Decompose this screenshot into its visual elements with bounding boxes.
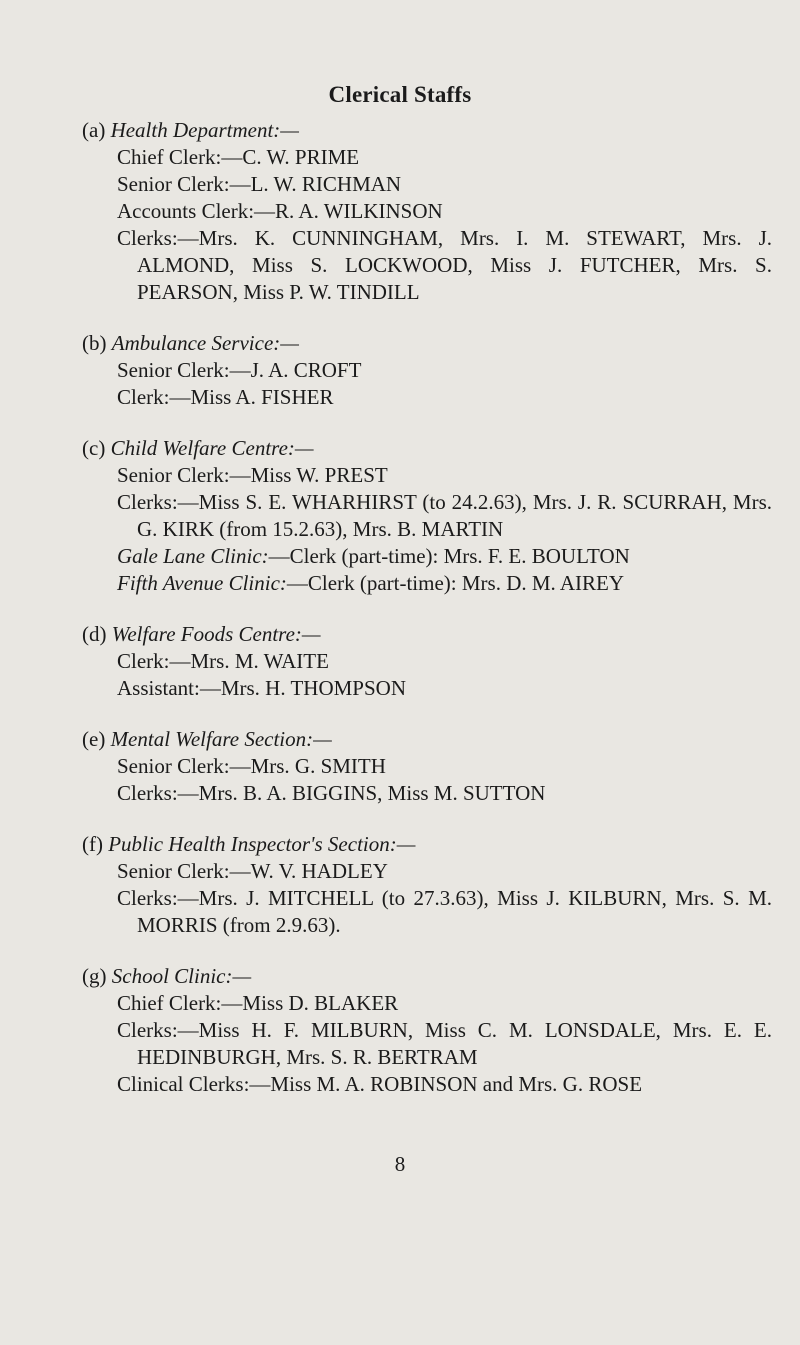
section-label: (c) (82, 436, 106, 460)
section-label: (g) (82, 964, 107, 988)
section-label: (d) (82, 622, 107, 646)
page-title: Clerical Staffs (328, 82, 472, 107)
staff-entry: Chief Clerk:—C. W. PRIME (117, 145, 360, 169)
staff-entry: Senior Clerk:—W. V. HADLEY (117, 859, 388, 883)
section-label: (f) (82, 832, 103, 856)
staff-entry: Accounts Clerk:—R. A. WILKINSON (117, 199, 443, 223)
section-heading (82, 117, 772, 144)
staff-entry: Clerk:—Miss A. FISHER (117, 385, 334, 409)
section-heading (82, 831, 772, 858)
clinic-entry (117, 570, 772, 597)
section-label: (a) (82, 118, 106, 142)
section-health-department (82, 117, 772, 306)
section-title: Child Welfare Centre:— (110, 436, 314, 460)
section-ambulance-service (82, 330, 772, 411)
section-heading (82, 330, 772, 357)
section-public-health-inspector (82, 831, 772, 939)
section-heading (82, 621, 772, 648)
staff-entry: Clerks:—Mrs. B. A. BIGGINS, Miss M. SUTTON (117, 781, 546, 805)
section-title: Welfare Foods Centre:— (111, 622, 321, 646)
section-label: (b) (82, 331, 107, 355)
section-label: (e) (82, 727, 106, 751)
section-heading (82, 435, 772, 462)
staff-entry: Clerk:—Mrs. M. WAITE (117, 649, 329, 673)
staff-entry: Senior Clerk:—Mrs. G. SMITH (117, 754, 386, 778)
section-mental-welfare (82, 726, 772, 807)
section-heading (82, 963, 772, 990)
clinic-staff: —Clerk (part-time): Mrs. F. E. BOULTON (268, 544, 630, 568)
clinic-name: Gale Lane Clinic: (117, 544, 269, 568)
clinic-staff: —Clerk (part-time): Mrs. D. M. AIREY (286, 571, 625, 595)
section-heading (82, 726, 772, 753)
staff-entry: Senior Clerk:—L. W. RICHMAN (117, 172, 402, 196)
section-title: Mental Welfare Section:— (110, 727, 332, 751)
section-title: Health Department:— (110, 118, 299, 142)
section-title: Ambulance Service:— (111, 331, 299, 355)
staff-entry: Clinical Clerks:—Miss M. A. ROBINSON and Mrs. G. ROSE (117, 1072, 643, 1096)
staff-entry: Chief Clerk:—Miss D. BLAKER (117, 991, 399, 1015)
page-number: 8 (394, 1152, 406, 1176)
clinic-name: Fifth Avenue Clinic: (117, 571, 287, 595)
document-body (82, 117, 772, 1122)
staff-entry: Senior Clerk:—Miss W. PREST (117, 463, 388, 487)
section-title: Public Health Inspector's Section:— (108, 832, 416, 856)
staff-entry: Clerks:—Miss S. E. WHARHIRST (to 24.2.63), Mrs. J. R. SCURRAH, Mrs. G. KIRK (from 15.2.63), Mrs. B. MARTIN (117, 490, 772, 541)
staff-entry: Clerks:—Miss H. F. MILBURN, Miss C. M. LONSDALE, Mrs. E. E. HEDINBURGH, Mrs. S. R. BERTRAM (117, 1018, 772, 1069)
section-child-welfare-centre (82, 435, 772, 597)
staff-entry: Assistant:—Mrs. H. THOMPSON (117, 676, 406, 700)
section-school-clinic (82, 963, 772, 1098)
clinic-entry (117, 543, 772, 570)
staff-entry: Clerks:—Mrs. K. CUNNINGHAM, Mrs. I. M. STEWART, Mrs. J. ALMOND, Miss S. LOCKWOOD, Miss J. FUTCHER, Mrs. S. PEARSON, Miss P. W. TINDILL (117, 226, 772, 304)
section-welfare-foods-centre (82, 621, 772, 702)
section-title: School Clinic:— (111, 964, 252, 988)
staff-entry: Clerks:—Mrs. J. MITCHELL (to 27.3.63), Miss J. KILBURN, Mrs. S. M. MORRIS (from 2.9.63). (117, 886, 772, 937)
staff-entry: Senior Clerk:—J. A. CROFT (117, 358, 362, 382)
